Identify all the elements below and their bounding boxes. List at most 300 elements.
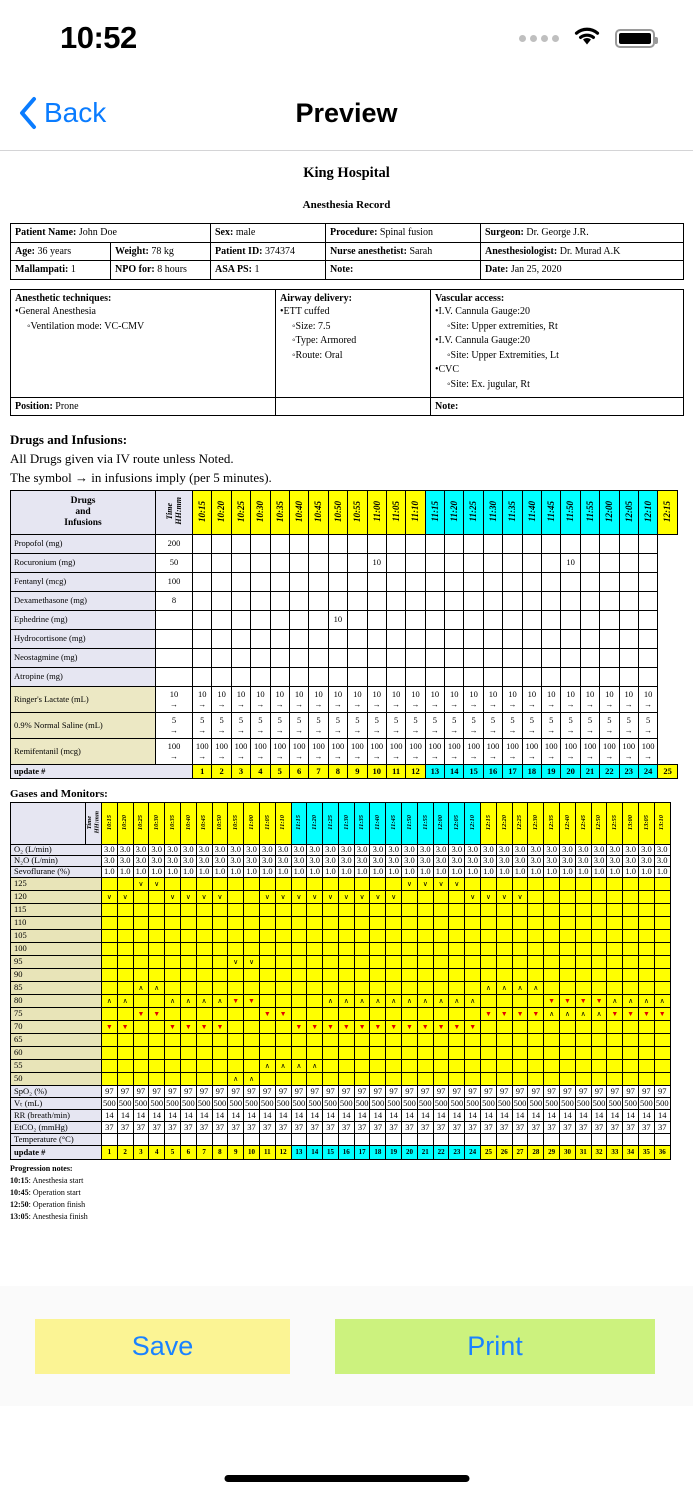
vitals-cell[interactable] bbox=[291, 982, 307, 995]
gas-value-cell[interactable]: 3.0 bbox=[291, 845, 307, 856]
vitals-cell[interactable] bbox=[149, 1021, 165, 1034]
gas-value-cell[interactable]: 3.0 bbox=[165, 845, 181, 856]
vitals-cell[interactable] bbox=[338, 891, 354, 904]
vitals-cell[interactable] bbox=[212, 1060, 228, 1073]
drug-value-cell[interactable] bbox=[483, 611, 502, 630]
vitals-cell[interactable] bbox=[180, 891, 196, 904]
monitor-value-cell[interactable]: 14 bbox=[591, 1110, 607, 1122]
vitals-cell[interactable] bbox=[101, 930, 117, 943]
vitals-cell[interactable] bbox=[386, 995, 402, 1008]
vitals-cell[interactable] bbox=[591, 878, 607, 891]
monitor-value-cell[interactable]: 37 bbox=[496, 1122, 512, 1134]
vitals-cell[interactable] bbox=[244, 995, 260, 1008]
drug-value-cell[interactable]: 5 → bbox=[619, 713, 638, 739]
drug-value-cell[interactable] bbox=[464, 611, 483, 630]
vitals-cell[interactable] bbox=[639, 1060, 655, 1073]
gas-value-cell[interactable]: 3.0 bbox=[591, 845, 607, 856]
vitals-cell[interactable] bbox=[370, 969, 386, 982]
vitals-cell[interactable] bbox=[449, 930, 465, 943]
monitor-value-cell[interactable] bbox=[465, 1134, 481, 1146]
vitals-cell[interactable] bbox=[386, 930, 402, 943]
vitals-cell[interactable] bbox=[196, 1047, 212, 1060]
gas-value-cell[interactable]: 3.0 bbox=[402, 845, 418, 856]
drug-value-cell[interactable]: 10 → bbox=[600, 687, 619, 713]
gas-value-cell[interactable]: 3.0 bbox=[417, 845, 433, 856]
vitals-cell[interactable] bbox=[228, 1060, 244, 1073]
vitals-cell[interactable] bbox=[402, 943, 418, 956]
monitor-value-cell[interactable]: 500 bbox=[624, 1097, 637, 1108]
drug-value-cell[interactable] bbox=[619, 592, 638, 611]
drug-value-cell[interactable] bbox=[445, 649, 464, 668]
drug-value-cell[interactable]: 50 bbox=[156, 554, 193, 573]
vitals-cell[interactable] bbox=[354, 891, 370, 904]
monitor-value-cell[interactable]: 500 bbox=[418, 1097, 432, 1108]
vitals-cell[interactable] bbox=[591, 1060, 607, 1073]
drug-value-cell[interactable] bbox=[561, 592, 580, 611]
vitals-cell[interactable] bbox=[370, 1047, 386, 1060]
gas-value-cell[interactable]: 3.0 bbox=[575, 856, 591, 867]
gas-value-cell[interactable]: 3.0 bbox=[433, 845, 449, 856]
vitals-cell[interactable] bbox=[101, 904, 117, 917]
update-number-cell[interactable]: 23 bbox=[619, 765, 638, 779]
gas-value-cell[interactable]: 1.0 bbox=[370, 867, 386, 878]
monitor-value-cell[interactable]: 97 bbox=[575, 1086, 591, 1098]
vitals-cell[interactable] bbox=[165, 891, 181, 904]
vitals-cell[interactable] bbox=[623, 1034, 639, 1047]
vitals-cell[interactable] bbox=[101, 1034, 117, 1047]
vitals-cell[interactable] bbox=[591, 969, 607, 982]
monitor-value-cell[interactable]: 37 bbox=[180, 1122, 196, 1134]
monitor-value-cell[interactable]: 37 bbox=[212, 1122, 228, 1134]
vitals-cell[interactable] bbox=[528, 891, 544, 904]
vitals-cell[interactable] bbox=[607, 891, 623, 904]
drug-value-cell[interactable] bbox=[542, 554, 561, 573]
drug-value-cell[interactable] bbox=[425, 611, 444, 630]
monitor-value-cell[interactable]: 14 bbox=[212, 1110, 228, 1122]
drug-value-cell[interactable] bbox=[542, 649, 561, 668]
drug-value-cell[interactable] bbox=[348, 630, 367, 649]
vitals-cell[interactable] bbox=[481, 878, 497, 891]
vitals-cell[interactable] bbox=[370, 995, 386, 1008]
drug-value-cell[interactable]: 100 → bbox=[561, 739, 580, 765]
vitals-cell[interactable] bbox=[275, 891, 291, 904]
vitals-cell[interactable] bbox=[544, 917, 560, 930]
vitals-cell[interactable] bbox=[481, 930, 497, 943]
vitals-cell[interactable] bbox=[607, 1034, 623, 1047]
vitals-cell[interactable] bbox=[180, 904, 196, 917]
drug-value-cell[interactable] bbox=[600, 649, 619, 668]
vitals-cell[interactable] bbox=[196, 943, 212, 956]
vitals-cell[interactable] bbox=[165, 982, 181, 995]
drug-value-cell[interactable] bbox=[542, 668, 561, 687]
drug-value-cell[interactable] bbox=[289, 630, 308, 649]
gas-value-cell[interactable]: 1.0 bbox=[417, 867, 433, 878]
drug-value-cell[interactable] bbox=[231, 649, 250, 668]
monitor-value-cell[interactable]: 97 bbox=[560, 1086, 576, 1098]
vitals-cell[interactable] bbox=[291, 904, 307, 917]
vitals-cell[interactable] bbox=[654, 891, 670, 904]
gas-value-cell[interactable]: 1.0 bbox=[323, 867, 339, 878]
gas-value-cell[interactable]: 3.0 bbox=[607, 856, 623, 867]
vitals-cell[interactable] bbox=[165, 969, 181, 982]
update-number-cell[interactable]: 7 bbox=[196, 1146, 212, 1160]
vitals-cell[interactable] bbox=[575, 904, 591, 917]
vitals-cell[interactable] bbox=[528, 930, 544, 943]
drug-value-cell[interactable] bbox=[580, 535, 599, 554]
drug-value-cell[interactable] bbox=[193, 573, 212, 592]
drug-value-cell[interactable]: 100 → bbox=[348, 739, 367, 765]
update-number-cell[interactable]: 6 bbox=[180, 1146, 196, 1160]
vitals-cell[interactable] bbox=[544, 995, 560, 1008]
drug-value-cell[interactable] bbox=[348, 554, 367, 573]
vitals-cell[interactable] bbox=[291, 1021, 307, 1034]
drug-value-cell[interactable] bbox=[231, 592, 250, 611]
drug-value-cell[interactable] bbox=[425, 630, 444, 649]
vitals-cell[interactable] bbox=[291, 1073, 307, 1086]
drug-value-cell[interactable] bbox=[483, 535, 502, 554]
drug-value-cell[interactable] bbox=[289, 611, 308, 630]
drug-value-cell[interactable] bbox=[580, 649, 599, 668]
monitor-value-cell[interactable]: 37 bbox=[386, 1122, 402, 1134]
gas-value-cell[interactable]: 1.0 bbox=[591, 867, 607, 878]
vitals-cell[interactable] bbox=[196, 878, 212, 891]
vitals-cell[interactable] bbox=[212, 1008, 228, 1021]
monitor-value-cell[interactable] bbox=[323, 1134, 339, 1146]
vitals-cell[interactable] bbox=[402, 878, 418, 891]
vitals-cell[interactable] bbox=[528, 1008, 544, 1021]
vitals-cell[interactable] bbox=[512, 956, 528, 969]
drug-value-cell[interactable] bbox=[212, 630, 231, 649]
drug-value-cell[interactable]: 10 → bbox=[328, 687, 347, 713]
vitals-cell[interactable] bbox=[228, 1021, 244, 1034]
vitals-cell[interactable] bbox=[417, 1034, 433, 1047]
monitor-value-cell[interactable]: 97 bbox=[433, 1086, 449, 1098]
vitals-cell[interactable] bbox=[449, 917, 465, 930]
update-number-cell[interactable]: 9 bbox=[348, 765, 367, 779]
vitals-cell[interactable] bbox=[607, 917, 623, 930]
drug-value-cell[interactable] bbox=[483, 554, 502, 573]
monitor-value-cell[interactable] bbox=[133, 1134, 149, 1146]
vitals-cell[interactable] bbox=[402, 956, 418, 969]
vitals-cell[interactable] bbox=[275, 904, 291, 917]
monitor-value-cell[interactable] bbox=[402, 1134, 418, 1146]
vitals-cell[interactable] bbox=[465, 891, 481, 904]
vitals-cell[interactable] bbox=[307, 917, 323, 930]
vitals-cell[interactable] bbox=[149, 969, 165, 982]
drug-value-cell[interactable]: 5 → bbox=[231, 713, 250, 739]
monitor-value-cell[interactable]: 14 bbox=[101, 1110, 117, 1122]
vitals-cell[interactable] bbox=[323, 1060, 339, 1073]
vitals-cell[interactable] bbox=[244, 1021, 260, 1034]
drug-value-cell[interactable] bbox=[406, 573, 425, 592]
monitor-value-cell[interactable]: 14 bbox=[370, 1110, 386, 1122]
vitals-cell[interactable] bbox=[323, 956, 339, 969]
drug-value-cell[interactable] bbox=[251, 573, 270, 592]
print-button[interactable]: Print bbox=[335, 1319, 655, 1374]
vitals-cell[interactable] bbox=[196, 1008, 212, 1021]
drug-value-cell[interactable] bbox=[561, 668, 580, 687]
drug-value-cell[interactable] bbox=[193, 630, 212, 649]
drug-value-cell[interactable]: 10 → bbox=[367, 687, 386, 713]
vitals-cell[interactable] bbox=[386, 891, 402, 904]
vitals-cell[interactable] bbox=[417, 1047, 433, 1060]
monitor-value-cell[interactable] bbox=[607, 1134, 623, 1146]
gas-value-cell[interactable]: 3.0 bbox=[544, 845, 560, 856]
monitor-value-cell[interactable]: 14 bbox=[607, 1110, 623, 1122]
vitals-cell[interactable] bbox=[544, 1021, 560, 1034]
update-number-cell[interactable]: 8 bbox=[212, 1146, 228, 1160]
drug-value-cell[interactable] bbox=[619, 573, 638, 592]
drug-value-cell[interactable]: 100 → bbox=[600, 739, 619, 765]
drug-value-cell[interactable] bbox=[503, 592, 522, 611]
monitor-value-cell[interactable]: 14 bbox=[307, 1110, 323, 1122]
gas-value-cell[interactable]: 3.0 bbox=[338, 845, 354, 856]
monitor-value-cell[interactable] bbox=[291, 1134, 307, 1146]
drug-value-cell[interactable] bbox=[522, 630, 541, 649]
vitals-cell[interactable] bbox=[101, 1073, 117, 1086]
vitals-cell[interactable] bbox=[180, 1060, 196, 1073]
vitals-cell[interactable] bbox=[433, 904, 449, 917]
monitor-value-cell[interactable] bbox=[338, 1134, 354, 1146]
vitals-cell[interactable] bbox=[133, 1060, 149, 1073]
vitals-cell[interactable] bbox=[228, 982, 244, 995]
update-number-cell[interactable]: 34 bbox=[623, 1146, 639, 1160]
vitals-cell[interactable] bbox=[465, 1060, 481, 1073]
gas-value-cell[interactable]: 3.0 bbox=[259, 845, 275, 856]
monitor-value-cell[interactable] bbox=[180, 1134, 196, 1146]
vitals-cell[interactable] bbox=[212, 917, 228, 930]
vitals-cell[interactable] bbox=[165, 878, 181, 891]
vitals-cell[interactable] bbox=[512, 969, 528, 982]
vitals-cell[interactable] bbox=[354, 956, 370, 969]
monitor-value-cell[interactable] bbox=[307, 1134, 323, 1146]
drug-value-cell[interactable]: 100 → bbox=[193, 739, 212, 765]
vitals-cell[interactable] bbox=[402, 1047, 418, 1060]
vitals-cell[interactable] bbox=[370, 943, 386, 956]
drug-value-cell[interactable] bbox=[309, 611, 328, 630]
vitals-cell[interactable] bbox=[465, 1021, 481, 1034]
vitals-cell[interactable] bbox=[449, 1073, 465, 1086]
update-number-cell[interactable]: 2 bbox=[212, 765, 231, 779]
vitals-cell[interactable] bbox=[244, 1060, 260, 1073]
drug-value-cell[interactable]: 5 → bbox=[309, 713, 328, 739]
vitals-cell[interactable] bbox=[228, 969, 244, 982]
drug-value-cell[interactable] bbox=[425, 573, 444, 592]
monitor-value-cell[interactable] bbox=[544, 1134, 560, 1146]
update-number-cell[interactable]: 15 bbox=[323, 1146, 339, 1160]
vitals-cell[interactable] bbox=[165, 1034, 181, 1047]
vitals-cell[interactable] bbox=[291, 1060, 307, 1073]
update-number-cell[interactable]: 12 bbox=[406, 765, 425, 779]
vitals-cell[interactable] bbox=[417, 982, 433, 995]
gas-value-cell[interactable]: 3.0 bbox=[575, 845, 591, 856]
drug-value-cell[interactable] bbox=[193, 611, 212, 630]
drug-value-cell[interactable] bbox=[289, 649, 308, 668]
gas-value-cell[interactable]: 3.0 bbox=[307, 845, 323, 856]
vitals-cell[interactable] bbox=[544, 878, 560, 891]
update-number-cell[interactable]: 17 bbox=[354, 1146, 370, 1160]
vitals-cell[interactable] bbox=[512, 1073, 528, 1086]
vitals-cell[interactable] bbox=[465, 969, 481, 982]
drug-value-cell[interactable] bbox=[522, 611, 541, 630]
monitor-value-cell[interactable]: 37 bbox=[338, 1122, 354, 1134]
gas-value-cell[interactable]: 1.0 bbox=[386, 867, 402, 878]
gas-value-cell[interactable]: 3.0 bbox=[354, 845, 370, 856]
vitals-cell[interactable] bbox=[212, 878, 228, 891]
vitals-cell[interactable] bbox=[528, 1073, 544, 1086]
monitor-value-cell[interactable] bbox=[101, 1134, 117, 1146]
drug-value-cell[interactable]: 100 → bbox=[328, 739, 347, 765]
vitals-cell[interactable] bbox=[275, 943, 291, 956]
gas-value-cell[interactable]: 3.0 bbox=[465, 856, 481, 867]
monitor-value-cell[interactable]: 37 bbox=[575, 1122, 591, 1134]
drug-value-cell[interactable] bbox=[367, 535, 386, 554]
gas-value-cell[interactable]: 3.0 bbox=[244, 845, 260, 856]
vitals-cell[interactable] bbox=[496, 1008, 512, 1021]
monitor-value-cell[interactable] bbox=[623, 1134, 639, 1146]
monitor-value-cell[interactable]: 97 bbox=[275, 1086, 291, 1098]
vitals-cell[interactable] bbox=[307, 956, 323, 969]
vitals-cell[interactable] bbox=[465, 943, 481, 956]
monitor-value-cell[interactable]: 37 bbox=[560, 1122, 576, 1134]
monitor-value-cell[interactable]: 500 bbox=[403, 1097, 416, 1108]
monitor-value-cell[interactable]: 14 bbox=[433, 1110, 449, 1122]
vitals-cell[interactable] bbox=[196, 1021, 212, 1034]
vitals-cell[interactable] bbox=[433, 995, 449, 1008]
monitor-value-cell[interactable]: 97 bbox=[417, 1086, 433, 1098]
vitals-cell[interactable] bbox=[607, 1008, 623, 1021]
vitals-cell[interactable] bbox=[196, 891, 212, 904]
drug-value-cell[interactable]: 100 → bbox=[309, 739, 328, 765]
vitals-cell[interactable] bbox=[354, 943, 370, 956]
update-number-cell[interactable]: 16 bbox=[483, 765, 502, 779]
vitals-cell[interactable] bbox=[402, 891, 418, 904]
vitals-cell[interactable] bbox=[512, 1021, 528, 1034]
drug-value-cell[interactable] bbox=[251, 630, 270, 649]
drug-value-cell[interactable] bbox=[309, 649, 328, 668]
vitals-cell[interactable] bbox=[560, 930, 576, 943]
vitals-cell[interactable] bbox=[591, 1047, 607, 1060]
monitor-value-cell[interactable]: 37 bbox=[196, 1122, 212, 1134]
monitor-value-cell[interactable]: 97 bbox=[101, 1086, 117, 1098]
monitor-value-cell[interactable] bbox=[528, 1134, 544, 1146]
monitor-value-cell[interactable]: 500 bbox=[576, 1097, 590, 1108]
monitor-value-cell[interactable]: 500 bbox=[197, 1097, 211, 1108]
vitals-cell[interactable] bbox=[575, 956, 591, 969]
drug-value-cell[interactable] bbox=[425, 592, 444, 611]
vitals-cell[interactable] bbox=[259, 878, 275, 891]
monitor-value-cell[interactable]: 37 bbox=[149, 1122, 165, 1134]
vitals-cell[interactable] bbox=[149, 1060, 165, 1073]
drug-value-cell[interactable] bbox=[309, 630, 328, 649]
vitals-cell[interactable] bbox=[212, 995, 228, 1008]
vitals-cell[interactable] bbox=[117, 1047, 133, 1060]
vitals-cell[interactable] bbox=[291, 943, 307, 956]
update-number-cell[interactable]: 7 bbox=[309, 765, 328, 779]
drug-value-cell[interactable] bbox=[600, 592, 619, 611]
update-number-cell[interactable]: 32 bbox=[591, 1146, 607, 1160]
vitals-cell[interactable] bbox=[512, 1034, 528, 1047]
vitals-cell[interactable] bbox=[228, 891, 244, 904]
vitals-cell[interactable] bbox=[481, 1047, 497, 1060]
update-number-cell[interactable]: 5 bbox=[270, 765, 289, 779]
vitals-cell[interactable] bbox=[275, 982, 291, 995]
vitals-cell[interactable] bbox=[528, 943, 544, 956]
vitals-cell[interactable] bbox=[338, 1073, 354, 1086]
monitor-value-cell[interactable]: 500 bbox=[434, 1097, 448, 1108]
drug-value-cell[interactable] bbox=[328, 668, 347, 687]
drug-value-cell[interactable]: 5 → bbox=[542, 713, 561, 739]
vitals-cell[interactable] bbox=[259, 930, 275, 943]
vitals-cell[interactable] bbox=[354, 1008, 370, 1021]
vitals-cell[interactable] bbox=[307, 904, 323, 917]
monitor-value-cell[interactable]: 97 bbox=[244, 1086, 260, 1098]
drug-value-cell[interactable]: 10 → bbox=[309, 687, 328, 713]
vitals-cell[interactable] bbox=[354, 969, 370, 982]
drug-value-cell[interactable] bbox=[542, 592, 561, 611]
vitals-cell[interactable] bbox=[560, 1047, 576, 1060]
vitals-cell[interactable] bbox=[133, 943, 149, 956]
monitor-value-cell[interactable]: 97 bbox=[623, 1086, 639, 1098]
vitals-cell[interactable] bbox=[528, 917, 544, 930]
gas-value-cell[interactable]: 1.0 bbox=[481, 867, 497, 878]
vitals-cell[interactable] bbox=[544, 891, 560, 904]
monitor-value-cell[interactable] bbox=[228, 1134, 244, 1146]
vitals-cell[interactable] bbox=[417, 1008, 433, 1021]
vitals-cell[interactable] bbox=[654, 1047, 670, 1060]
vitals-cell[interactable] bbox=[117, 891, 133, 904]
vitals-cell[interactable] bbox=[196, 995, 212, 1008]
monitor-value-cell[interactable]: 37 bbox=[512, 1122, 528, 1134]
vitals-cell[interactable] bbox=[639, 1008, 655, 1021]
gas-value-cell[interactable]: 3.0 bbox=[449, 856, 465, 867]
drug-value-cell[interactable] bbox=[386, 611, 405, 630]
vitals-cell[interactable] bbox=[481, 891, 497, 904]
vitals-cell[interactable] bbox=[449, 956, 465, 969]
vitals-cell[interactable] bbox=[323, 1047, 339, 1060]
vitals-cell[interactable] bbox=[560, 1034, 576, 1047]
drug-value-cell[interactable] bbox=[464, 535, 483, 554]
gas-value-cell[interactable]: 3.0 bbox=[623, 856, 639, 867]
drug-value-cell[interactable]: 5 → bbox=[348, 713, 367, 739]
drug-value-cell[interactable] bbox=[619, 630, 638, 649]
gas-value-cell[interactable]: 1.0 bbox=[623, 867, 639, 878]
vitals-cell[interactable] bbox=[607, 878, 623, 891]
vitals-cell[interactable] bbox=[528, 904, 544, 917]
monitor-value-cell[interactable]: 500 bbox=[529, 1097, 543, 1108]
vitals-cell[interactable] bbox=[654, 956, 670, 969]
vitals-cell[interactable] bbox=[386, 1021, 402, 1034]
drug-value-cell[interactable] bbox=[289, 554, 308, 573]
update-number-cell[interactable]: 13 bbox=[291, 1146, 307, 1160]
update-number-cell[interactable]: 25 bbox=[658, 765, 677, 779]
monitor-value-cell[interactable]: 500 bbox=[166, 1097, 179, 1108]
monitor-value-cell[interactable]: 37 bbox=[591, 1122, 607, 1134]
vitals-cell[interactable] bbox=[149, 917, 165, 930]
vitals-cell[interactable] bbox=[244, 943, 260, 956]
gas-value-cell[interactable]: 1.0 bbox=[212, 867, 228, 878]
vitals-cell[interactable] bbox=[639, 969, 655, 982]
vitals-cell[interactable] bbox=[449, 1034, 465, 1047]
vitals-cell[interactable] bbox=[149, 1034, 165, 1047]
drug-value-cell[interactable]: 5 → bbox=[522, 713, 541, 739]
update-number-cell[interactable]: 13 bbox=[425, 765, 444, 779]
monitor-value-cell[interactable]: 97 bbox=[149, 1086, 165, 1098]
vitals-cell[interactable] bbox=[402, 969, 418, 982]
monitor-value-cell[interactable]: 37 bbox=[323, 1122, 339, 1134]
vitals-cell[interactable] bbox=[165, 995, 181, 1008]
gas-value-cell[interactable]: 3.0 bbox=[449, 845, 465, 856]
